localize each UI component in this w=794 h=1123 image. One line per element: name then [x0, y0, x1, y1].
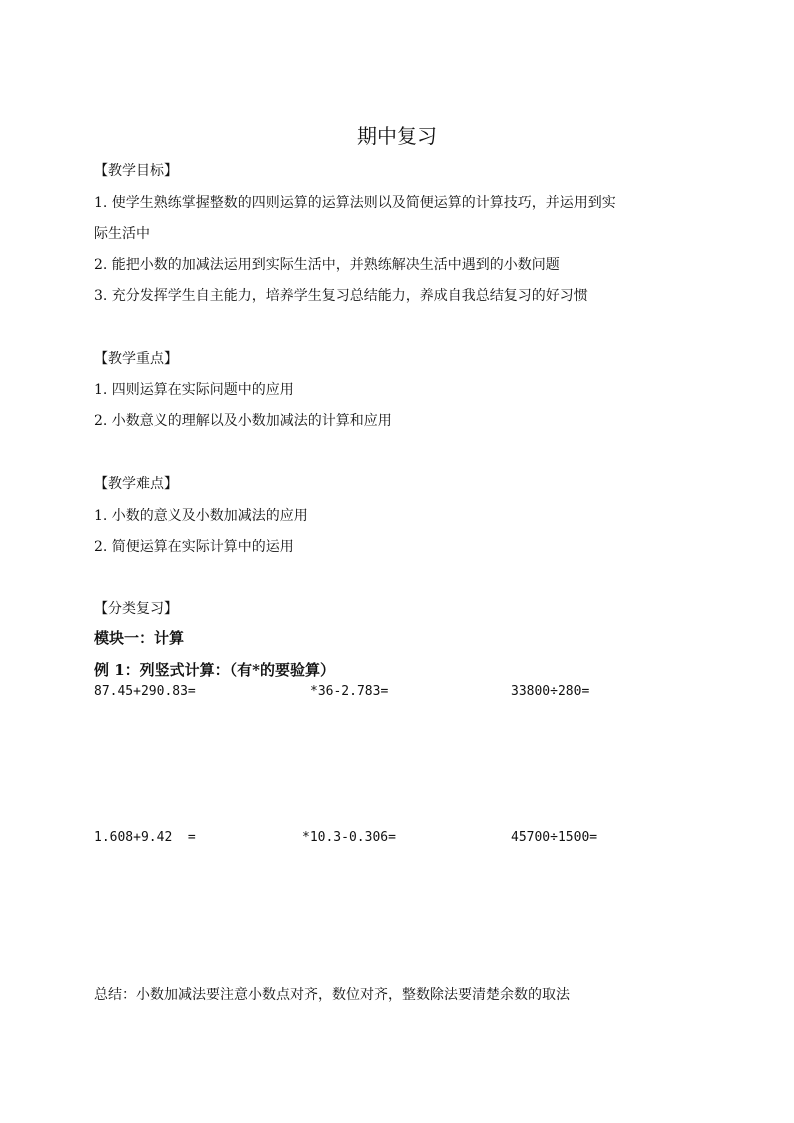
difficulty-item-2: 2. 简便运算在实际计算中的运用 [94, 539, 294, 555]
objective-item-3: 3. 充分发挥学生自主能力，培养学生复习总结能力，养成自我总结复习的好习惯 [94, 288, 588, 304]
problem-2-2: *10.3-0.306= [302, 830, 396, 845]
difficulty-item-1: 1. 小数的意义及小数加减法的应用 [94, 508, 308, 524]
review-heading: 【分类复习】 [94, 601, 178, 617]
problem-2-3: 45700÷1500= [511, 830, 598, 845]
page-title: 期中复习 [357, 124, 437, 148]
problem-1-1: 87.45+290.83= [94, 684, 196, 699]
objective-item-1: 1. 使学生熟练掌握整数的四则运算的运算法则以及简便运算的计算技巧，并运用到实 [94, 195, 616, 211]
objective-item-1-cont: 际生活中 [94, 226, 150, 242]
problem-1-2: *36-2.783= [310, 684, 389, 699]
objective-item-2: 2. 能把小数的加减法运用到实际生活中，并熟练解决生活中遇到的小数问题 [94, 257, 560, 273]
example-title: 例 1：列竖式计算：（有*的要验算） [94, 661, 336, 679]
module-title: 模块一：计算 [94, 629, 185, 647]
problem-2-1: 1.608+9.42 = [94, 830, 196, 845]
key-point-item-1: 1. 四则运算在实际问题中的应用 [94, 382, 294, 398]
objectives-heading: 【教学目标】 [94, 163, 178, 179]
key-point-item-2: 2. 小数意义的理解以及小数加减法的计算和应用 [94, 413, 392, 429]
difficulties-heading: 【教学难点】 [94, 476, 178, 492]
problem-1-3: 33800÷280= [511, 684, 590, 699]
summary-text: 总结：小数加减法要注意小数点对齐，数位对齐，整数除法要清楚余数的取法 [94, 987, 570, 1003]
key-points-heading: 【教学重点】 [94, 351, 178, 367]
